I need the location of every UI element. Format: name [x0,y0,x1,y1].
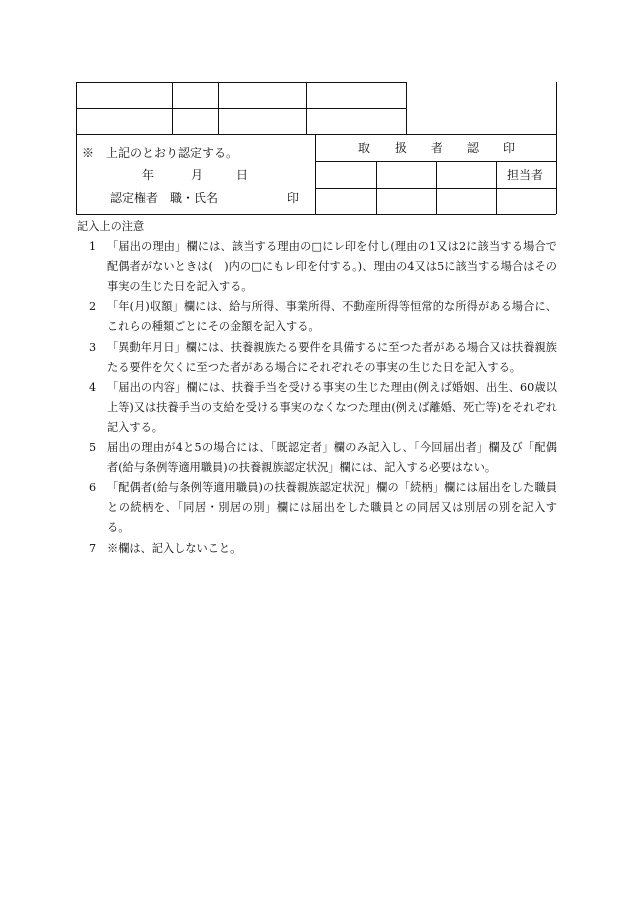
handler-header-char: 者 [431,141,444,155]
table-line [315,134,316,214]
note-item [89,539,557,559]
note-number: 7 [89,541,97,555]
certifier-label: 認定権者 職・氏名 [110,191,219,205]
note-number: 5 [89,441,97,455]
note-number: 2 [89,300,97,314]
note-text: 「届出の内容」欄には、扶養手当を受ける事実の生じた理由(例えば婚姻、出生、60歳以上等)又は扶養手当の支給を受ける事実のなくなつた理由(例えば離婚、死亡等)をそれぞれ記入する。 [107,380,557,434]
note-item [89,438,557,478]
handler-header-char: 認 [467,141,480,155]
seal-mark: 印 [287,191,300,205]
person-in-charge-label: 担当者 [507,168,544,182]
note-number: 6 [89,481,97,495]
note-item [89,478,557,538]
note-item [89,378,557,438]
table-line [218,82,219,134]
handler-header-char: 扱 [395,141,408,155]
note-item [89,237,557,297]
table-line [556,82,557,214]
note-text: 「配偶者(給与条例等適用職員)の扶養親族認定状況」欄の「続柄」欄には届出をした職員との続柄を、「同居・別居の別」欄には届出をした職員との同居又は別居の別を記入する。 [107,481,557,535]
note-text: 「届出の理由」欄には、該当する理由の□にレ印を付し(理由の1又は2に該当する場合で配偶者がないときは( )内の□にもレ印を付する。)、理由の4又は5に該当する場合はその事実の生じた日を記入する。 [107,240,557,294]
table-line [76,108,406,109]
handler-header-char: 印 [503,141,516,155]
notes-title: 記入上の注意 [77,220,145,233]
note-text: 届出の理由が4と5の場合には、「既認定者」欄のみ記入し、「今回届出者」欄及び「配偶者(給与条例等適用職員)の扶養親族認定状況」欄には、記入する必要はない。 [107,441,557,475]
table-line [76,134,556,135]
note-number: 3 [89,340,97,354]
certification-statement: ※ 上記のとおり認定する。 [82,146,239,160]
note-item [89,297,557,337]
table-line [76,82,77,214]
notes-section [77,217,557,559]
table-line [376,161,377,214]
table-line [306,82,307,134]
note-number: 1 [89,240,97,254]
note-number: 4 [89,380,97,394]
note-item [89,338,557,378]
note-text: 「年(月)収額」欄には、給与所得、事業所得、不動産所得等恒常的な所得がある場合に、これらの種類ごとにその金額を記入する。 [107,300,557,334]
note-text: 「異動年月日」欄には、扶養親族たる要件を具備するに至つた者がある場合又は扶養親族たる要件を欠くに至つた者がある場合にそれぞれその事実の生じた日を記入する。 [107,340,557,374]
table-line [496,161,497,214]
table-line [76,82,406,83]
table-line [76,214,556,215]
table-line [172,82,173,134]
month-label: 月 [191,168,204,182]
handler-header-char: 取 [358,141,371,155]
note-text: ※欄は、記入しないこと。 [107,541,242,555]
table-line [436,161,437,214]
table-line [406,82,407,134]
day-label: 日 [236,168,249,182]
year-label: 年 [142,168,155,182]
